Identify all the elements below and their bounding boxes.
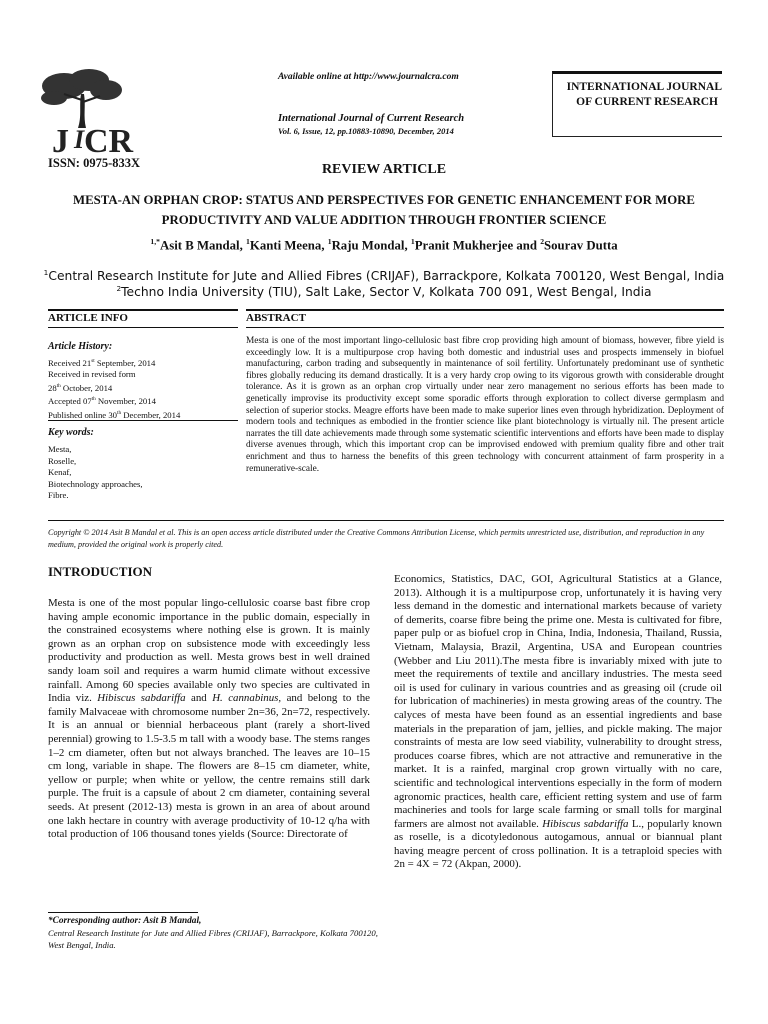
- issn: ISSN: 0975-833X: [48, 156, 141, 170]
- history-item: Received 21st September, 2014: [48, 357, 156, 368]
- introduction-column-left: Mesta is one of the most popular lingo-cellulosic coarse bast fibre crop having ample economic importance in the public domain, especially in the constrained ecosystems where nothing else is grown. It is mainly grown as an orphan crop on subsistence mode with exceedingly less productivity and production as well. Mesta grows best in well drained sandy loam soil and requires a warm humid climate without excessive rainfall. Among 60 species available only two species are cultivated in India viz. Hibiscus sabdariffa and H. cannabinus, and belong to the family Malvaceae with chromosome number 2n=36, 2n=72, respectively. It is an annual or biennial herbaceous plant (rarely a short-lived perennial) growing to 1.5-3.5 m tall with a woody base. The stems ranges 1–2 cm diameter, often but not always branched. The leaves are 10–15 cm long, variable in shape. The flowers are 8–15 cm diameter, white, yellow or purple; when white or yellow, the centre remains still dark purple. The fruit is a capsule of about 2 cm diameter, containing several seeds. At present (2012-13) mesta is grown in an area of about around one lakh hectare in country with average productivity of 10-12 q/ha with total production of 106 thousand tones yields (Source: Directorate of: [48, 597, 370, 841]
- article-history: [48, 356, 238, 421]
- keyword: Roselle,: [48, 455, 77, 466]
- introduction-column-right: Economics, Statistics, DAC, GOI, Agricultural Statistics at a Glance, 2013). Although it is a multipurpose crop, unfortunately it is having very less demand in the domestic and international markets because of variety of demerits, coarse fibre being the prime one. Mesta is cultivated for fibre, paper pulp or as biofuel crop in China, India, Indonesia, Thailand, Russia, Vietnam, Malaysia, Brazil, Argentina, USA and European countries (Webber and Liu 2011).The mesta fibre is invariably mixed with jute to meet the requirements of textile and ancillary industries. The mesta seed oil is used for culinary in various countries and as greasing oil (crude oil for lubrication of machineries) in mesta growing areas of the country. The calyces of mesta have been found as an essential ingredients and base materials in the preparation of jam, jellies, and pickle making. The major constraints of mesta are low seed viability, vulnerability to drought stress, produces coarse fibres, which are not attractive and remunerative in the market. It is a rainfed, marginal crop grown virtually with no care, scientific and technological interventions especially in the form of modern agronomic practices, health care, efficient retting system and use of farm machineries and tools for large scale farming or small tolls for marginal farmers are almost not available. Hibiscus sabdariffa L., popularly known as roselle, is a dicotyledonous autogamous, annual or biannual plant having meagre percent of cross pollination. It is a tetraploid species with 2n = 4X = 72 (Akpan, 2000).: [394, 573, 723, 871]
- svg-text:J: J: [52, 123, 69, 156]
- journal-box-line-2: OF CURRENT RESEARCH: [576, 96, 718, 108]
- abstract-heading: ABSTRACT: [246, 312, 306, 324]
- footnote-divider: [48, 912, 198, 913]
- article-history-heading: Article History:: [48, 341, 113, 352]
- copyright-notice: Copyright © 2014 Asit B Mandal et al. This is an open access article distributed under the Creative Commons Attribution License, which permits unrestricted use, distribution, and reproduction in any medium, provided the original work is properly cited.: [48, 528, 705, 549]
- history-item: Published online 30th December, 2014: [48, 409, 181, 420]
- history-item: Received in revised form: [48, 369, 136, 380]
- author-list: $^{1,*}$Asit B Mandal, $^1$Kanti Meena, $^1$Raju Mondal, $^1$Pranit Mukherjee and $^2$Sourav Dutta: [150, 237, 618, 253]
- corresponding-address: Central Research Institute for Jute and Allied Fibres (CRIJAF), Barrackpore, Kolkata 700120, West Bengal, India.: [48, 928, 378, 950]
- divider: [246, 327, 724, 328]
- introduction-heading: INTRODUCTION: [48, 564, 153, 579]
- keyword: Biotechnology approaches,: [48, 478, 143, 489]
- divider: [48, 520, 724, 521]
- article-info-heading: ARTICLE INFO: [48, 312, 128, 324]
- available-online-line: Available online at http://www.journalcra.com: [278, 72, 459, 82]
- author-name: Raju Mondal: [331, 238, 405, 253]
- affiliation-2: $^2$Techno India University (TIU), Salt Lake, Sector V, Kolkata 700 091, West Bengal, India: [116, 284, 652, 300]
- journal-name: International Journal of Current Research: [278, 113, 465, 124]
- keyword-list: [48, 444, 143, 502]
- divider: [48, 327, 238, 328]
- article-title: MESTA-AN ORPHAN CROP: STATUS AND PERSPECTIVES FOR GENETIC ENHANCEMENT FOR MORE PRODUCTIVITY AND VALUE ADDITION THROUGH FRONTIER SCIENCE: [73, 193, 695, 227]
- history-item: 28th October, 2014: [48, 382, 113, 393]
- history-item: Accepted 07th November, 2014: [48, 396, 156, 407]
- divider: [246, 309, 724, 311]
- author-name: Pranit Mukherjee: [414, 238, 514, 253]
- journal-logo-tree: [34, 64, 134, 156]
- article-type: REVIEW ARTICLE: [321, 162, 447, 177]
- abstract-text: Mesta is one of the most important lingo-cellulosic bast fibre crop providing high amount of biomass, however, fibre yield is exceedingly low. It is a multipurpose crop having both domestic and industrial uses and prospects immensely in biofuel manufacturing, carbon trading and subsequently in maintenance of soil fertility. Unfortunately predominant use of synthetic fibres globally reducing its demand drastically. It is a very hardy crop owing to its vigorous growth with considerable drought tolerance. As it is grown as an orphan crop virtually under near zero management no serious efforts has been made to genetically improvise its productivity except some sporadic efforts through exploration to collect diverse germplasm and selection of superior stocks. Meagre efforts have been made to make superior lines even through hybridization. Deployment of modern tools and techniques as embodied in the frontier science like plant biotechnology is virtually nil. The present article narrates the till date achievements made through some systematic scientific interventions and efforts have been made to display diverse avenues through, which this important crop can be improvised endowed with premium quality fibre and other trait enrichment and thus to harness the benefits of this green technology with concurrent attainment of farm prosperity in a remunerative-scale.: [246, 336, 724, 474]
- logo-letters: I: [74, 125, 85, 154]
- keyword: Kenaf,: [48, 467, 72, 477]
- keywords-heading: Key words:: [48, 427, 94, 438]
- svg-text:CR: CR: [84, 123, 134, 156]
- keyword: Fibre.: [48, 490, 69, 500]
- journal-box-line-1: INTERNATIONAL JOURNAL: [566, 81, 722, 93]
- volume-issue-line: Vol. 6, Issue, 12, pp.10883-10890, December, 2014: [278, 126, 454, 136]
- author-name: Sourav Dutta: [544, 238, 618, 253]
- author-name: Asit B Mandal: [159, 238, 240, 253]
- corresponding-author: *Corresponding author: Asit B Mandal,: [48, 916, 202, 926]
- keyword: Mesta,: [48, 444, 72, 454]
- affiliation-1: $^1$Central Research Institute for Jute and Allied Fibres (CRIJAF), Barrackpore, Kolkata 700120, West Bengal, India: [43, 268, 725, 284]
- divider: [48, 309, 238, 311]
- author-name: Kanti Meena: [249, 238, 322, 253]
